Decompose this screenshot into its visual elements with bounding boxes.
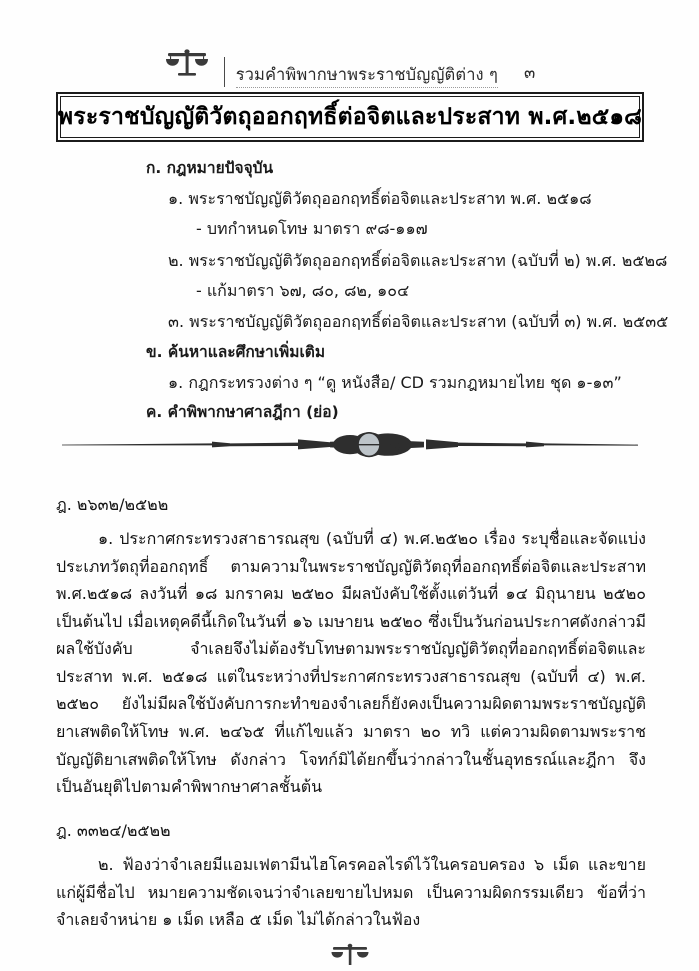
outline-item-a1: ๑. พระราชบัญญัติวัตถุออกฤทธิ์ต่อจิตและประสาท พ.ศ. ๒๕๑๘ bbox=[168, 188, 592, 208]
act-title-box bbox=[56, 92, 644, 142]
outline-subitem-a2: - แก้มาตรา ๖๗, ๘๐, ๘๒, ๑๐๔ bbox=[196, 281, 410, 301]
outline-item-a3: ๓. พระราชบัญญัติวัตถุออกฤทธิ์ต่อจิตและประสาท (ฉบับที่ ๓) พ.ศ. ๒๕๓๕ bbox=[168, 312, 669, 332]
page-number: ๓ bbox=[524, 63, 536, 82]
footer-mark bbox=[0, 941, 699, 971]
case-number: ฎ. ๓๓๒๔/๒๕๒๒ bbox=[56, 821, 171, 840]
ornamental-divider bbox=[62, 424, 638, 464]
case-entry bbox=[56, 494, 646, 801]
act-title-box-inner bbox=[57, 96, 643, 138]
outline-heading-b: ข. ค้นหาและศึกษาเพิ่มเติม bbox=[146, 342, 326, 361]
outline-item-a2: ๒. พระราชบัญญัติวัตถุออกฤทธิ์ต่อจิตและประสาท (ฉบับที่ ๒) พ.ศ. ๒๕๒๘ bbox=[168, 250, 668, 270]
case-text bbox=[56, 525, 646, 800]
case-number: ฎ. ๒๖๓๒/๒๕๒๒ bbox=[56, 495, 169, 514]
running-header bbox=[0, 36, 699, 88]
outline-heading-c: ค. คำพิพากษาศาลฎีกา (ย่อ) bbox=[146, 403, 339, 422]
running-header-inner bbox=[164, 46, 536, 88]
outline-item-b1: ๑. กฎกระทรวงต่าง ๆ “ดู หนังสือ/ CD รวมกฎหมายไทย ชุด ๑-๑๓” bbox=[168, 372, 622, 392]
header-title: รวมคำพิพากษาพระราชบัญญัติต่าง ๆ bbox=[236, 65, 498, 88]
outline-subitem-a1: - บทกำหนดโทษ มาตรา ๙๘-๑๑๗ bbox=[196, 219, 428, 239]
case-text-content: ๒. ฟ้องว่าจำเลยมีแอมเฟตามีนไฮโครคอลไรด์ไว้ในครอบครอง ๖ เม็ด และขายแก่ผู้มีชื่อไป หมายความชัดเจนว่าจำเลยขายไปหมด เป็นความผิดกรรมเดียว ข้อที่ว่าจำเลยจำหน่าย ๑ เม็ด เหลือ ๕ เม็ด ไม่ได้กล่าวในฟ้อง bbox=[56, 855, 646, 930]
case-text bbox=[56, 851, 646, 934]
outline-heading-a: ก. กฎหมายปัจจุบัน bbox=[146, 159, 274, 177]
act-title: พระราชบัญญัติวัตถุออกฤทธิ์ต่อจิตและประสาท พ.ศ.๒๕๑๘ bbox=[57, 104, 643, 130]
header-divider-rule bbox=[224, 57, 225, 87]
outline-section bbox=[56, 158, 669, 423]
case-text-content: ๑. ประกาศกระทรวงสาธารณสุข (ฉบับที่ ๔) พ.ศ.๒๕๒๐ เรื่อง ระบุชื่อและจัดแบ่งประเภทวัตถุที่ออกฤทธิ์ ตามความในพระราชบัญญัติวัตถุที่ออกฤทธิ์ต่อจิตและประสาท พ.ศ.๒๕๑๘ ลงวันที่ ๑๘ มกราคม ๒๕๒๐ มีผลบังคับใช้ตั้งแต่วันที่ ๑๔ มิถุนายน ๒๕๒๐ เป็นต้นไป เมื่อเหตุคดีนี้เกิดในวันที่ ๑๖ เมษายน ๒๕๒๐ ซึ่งเป็นวันก่อนประกาศดังกล่าวมีผลใช้บังคับ จำเลยจึงไม่ต้องรับโทษตามพระราชบัญญัติวัตถุที่ออกฤทธิ์ต่อจิตและประสาท พ.ศ. ๒๕๑๘ แต่ในระหว่างที่ประกาศกระทรวงสาธารณสุข (ฉบับที่ ๔) พ.ศ. ๒๕๒๐ ยังไม่มีผลใช้บังคับการกะทำของจำเลยก็ยังคงเป็นความผิดตามพระราชบัญญัติยาเสพติดให้โทษ พ.ศ. ๒๔๖๕ ที่แก้ไขแล้ว มาตรา ๒๐ ทวิ แต่ความผิดตามพระราชบัญญัติยาเสพติดให้โทษ ดังกล่าว โจทก์มิได้ยกขึ้นว่ากล่าวในชั้นอุทธรณ์และฎีกา จึงเป็นอันยุติไปตามคำพิพากษาศาลชั้นต้น bbox=[56, 529, 646, 797]
scales-of-justice-icon bbox=[164, 46, 210, 86]
case-entry bbox=[56, 820, 646, 934]
